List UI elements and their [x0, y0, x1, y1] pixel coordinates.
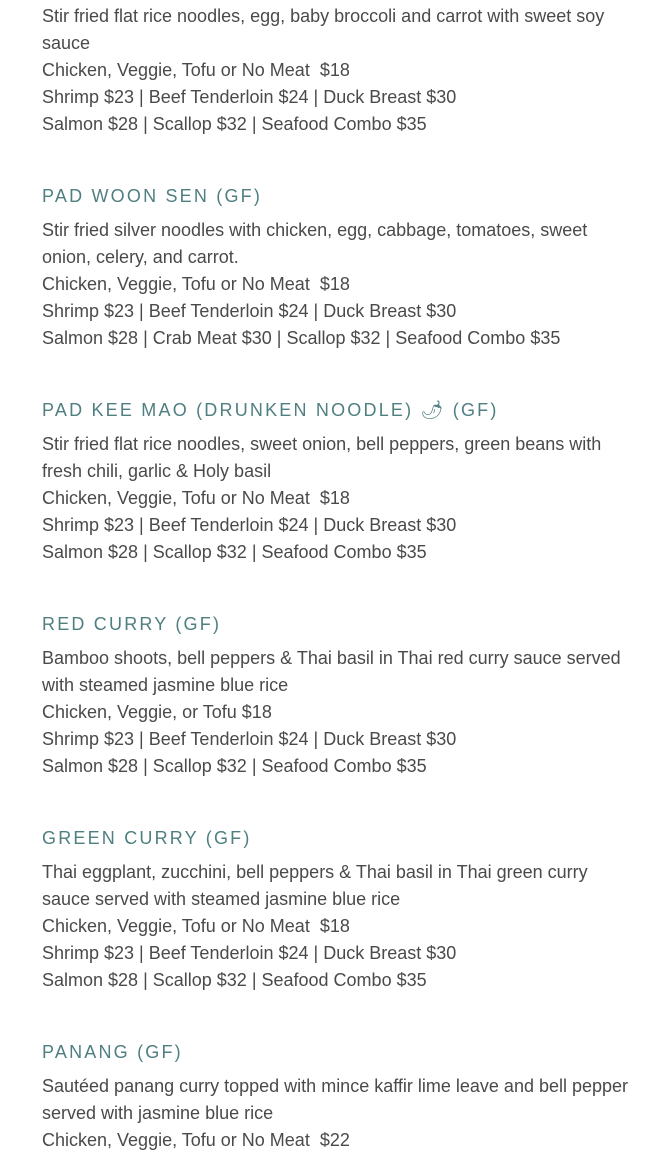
price-line: Shrimp $23 | Beef Tenderloin $24 | Duck Breast $30: [42, 943, 457, 963]
price-line: Shrimp $23 | Beef Tenderloin $24 | Duck Breast $30: [42, 729, 457, 749]
item-title: GREEN CURRY (GF): [42, 828, 252, 848]
price-line: Chicken, Veggie, Tofu or No Meat $18: [42, 488, 350, 508]
item-description: Thai eggplant, zucchini, bell peppers & Thai basil in Thai green curry sauce served with steamed jasmine blue rice: [42, 862, 588, 909]
item-title: PAD WOON SEN (GF): [42, 186, 263, 206]
price-line: Salmon $28 | Scallop $32 | Seafood Combo $35: [42, 542, 427, 562]
price-line: Chicken, Veggie, Tofu or No Meat $18: [42, 60, 350, 80]
menu-item-pad-kee-mao: [42, 397, 632, 566]
menu-item-panang: [42, 1039, 632, 1154]
price-line: Shrimp $23 | Beef Tenderloin $24 | Duck Breast $30: [42, 301, 457, 321]
item-description: Sautéed panang curry topped with mince kaffir lime leave and bell pepper served with jasmine blue rice: [42, 1076, 629, 1123]
menu-item-pad-woon-sen: [42, 183, 632, 352]
price-line: Chicken, Veggie, Tofu or No Meat $22: [42, 1130, 350, 1150]
price-line: Shrimp $23 | Beef Tenderloin $24 | Duck Breast $30: [42, 515, 457, 535]
price-line: Shrimp $23 | Beef Tenderloin $24 | Duck Breast $30: [42, 87, 457, 107]
price-line: Salmon $28 | Scallop $32 | Seafood Combo $35: [42, 114, 427, 134]
menu-item-continued: [42, 3, 632, 138]
price-line: Chicken, Veggie, or Tofu $18: [42, 702, 272, 722]
price-line: Chicken, Veggie, Tofu or No Meat $18: [42, 274, 350, 294]
item-description: Stir fried silver noodles with chicken, egg, cabbage, tomatoes, sweet onion, celery, and carrot.: [42, 220, 588, 267]
price-line: Chicken, Veggie, Tofu or No Meat $18: [42, 916, 350, 936]
item-title: PAD KEE MAO (DRUNKEN NOODLE) 🌶 (GF): [42, 400, 499, 420]
item-description: Stir fried flat rice noodles, sweet onion, bell peppers, green beans with fresh chili, garlic & Holy basil: [42, 434, 602, 481]
item-title: RED CURRY (GF): [42, 614, 222, 634]
menu-item-red-curry: [42, 611, 632, 780]
price-line: Salmon $28 | Crab Meat $30 | Scallop $32 | Seafood Combo $35: [42, 328, 561, 348]
item-title: PANANG (GF): [42, 1042, 183, 1062]
menu-list: [42, 3, 632, 1154]
price-line: Salmon $28 | Scallop $32 | Seafood Combo $35: [42, 756, 427, 776]
menu-item-green-curry: [42, 825, 632, 994]
item-description: Stir fried flat rice noodles, egg, baby broccoli and carrot with sweet soy sauce: [42, 6, 605, 53]
item-description: Bamboo shoots, bell peppers & Thai basil in Thai red curry sauce served with steamed jasmine blue rice: [42, 648, 621, 695]
price-line: Salmon $28 | Scallop $32 | Seafood Combo $35: [42, 970, 427, 990]
